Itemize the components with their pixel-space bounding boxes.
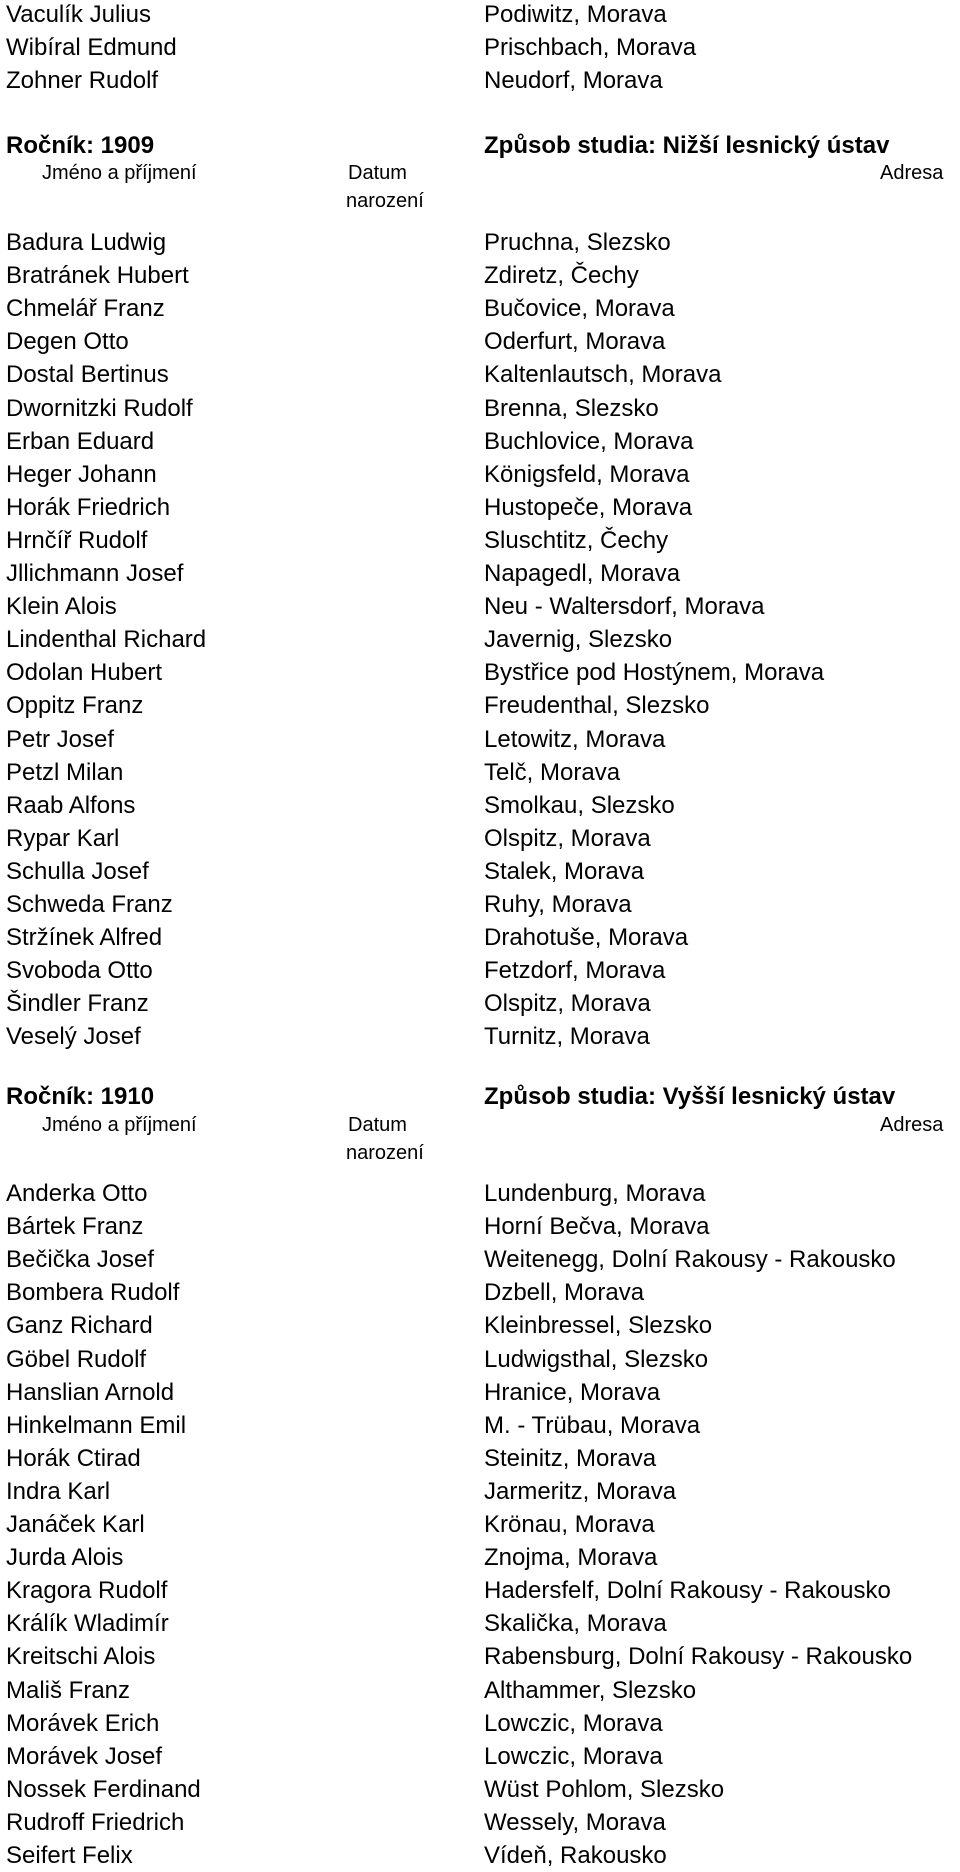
person-name: Rudroff Friedrich: [6, 1809, 185, 1836]
person-name: Horák Friedrich: [6, 494, 171, 521]
person-address: Znojma, Morava: [484, 1544, 658, 1571]
table-row: [0, 392, 960, 425]
person-address: Rabensburg, Dolní Rakousy - Rakousko: [484, 1643, 913, 1670]
table-row: [0, 1276, 960, 1309]
table-row: [0, 1376, 960, 1409]
person-address: Königsfeld, Morava: [484, 461, 690, 488]
person-address: Oderfurt, Morava: [484, 328, 666, 355]
table-row: [0, 1839, 960, 1872]
person-name: Schweda Franz: [6, 891, 173, 918]
study-method: Způsob studia: Vyšší lesnický ústav: [484, 1083, 896, 1110]
person-address: Bučovice, Morava: [484, 295, 675, 322]
person-address: Brenna, Slezsko: [484, 395, 659, 422]
person-name: Nossek Ferdinand: [6, 1776, 201, 1803]
year-label: Ročník: 1910: [6, 1083, 155, 1110]
table-row: [0, 987, 960, 1020]
person-address: Ruhy, Morava: [484, 891, 632, 918]
person-name: Králík Wladimír: [6, 1610, 169, 1637]
person-address: Jarmeritz, Morava: [484, 1478, 677, 1505]
person-address: Neudorf, Morava: [484, 67, 663, 94]
person-name: Jurda Alois: [6, 1544, 124, 1571]
table-row: [0, 855, 960, 888]
person-name: Kragora Rudolf: [6, 1577, 168, 1604]
person-address: Althammer, Slezsko: [484, 1677, 697, 1704]
table-row: [0, 524, 960, 557]
person-address: Zdiretz, Čechy: [484, 262, 639, 289]
column-header-date: Datum: [348, 162, 407, 184]
person-address: Vídeň, Rakousko: [484, 1842, 667, 1869]
person-address: Turnitz, Morava: [484, 1023, 650, 1050]
person-address: Sluschtitz, Čechy: [484, 527, 669, 554]
person-name: Klein Alois: [6, 593, 117, 620]
table-row: [0, 1343, 960, 1376]
person-address: Fetzdorf, Morava: [484, 957, 666, 984]
study-method: Způsob studia: Nižší lesnický ústav: [484, 132, 890, 159]
person-name: Morávek Josef: [6, 1743, 163, 1770]
table-row: [0, 1177, 960, 1210]
table-row: [0, 1541, 960, 1574]
table-row: [0, 1309, 960, 1342]
person-name: Bombera Rudolf: [6, 1279, 180, 1306]
table-row: [0, 1707, 960, 1740]
table-row: [0, 1806, 960, 1839]
column-header-date-sub: narození: [346, 1142, 424, 1164]
person-name: Badura Ludwig: [6, 229, 167, 256]
person-name: Degen Otto: [6, 328, 129, 355]
person-address: Bystřice pod Hostýnem, Morava: [484, 659, 825, 686]
person-name: Horák Ctirad: [6, 1445, 141, 1472]
person-name: Stržínek Alfred: [6, 924, 163, 951]
table-row: [0, 226, 960, 259]
column-header-date-sub: narození: [346, 190, 424, 212]
table-row: [0, 822, 960, 855]
person-address: Olspitz, Morava: [484, 990, 651, 1017]
person-name: Mališ Franz: [6, 1677, 131, 1704]
person-name: Indra Karl: [6, 1478, 111, 1505]
person-address: Pruchna, Slezsko: [484, 229, 671, 256]
person-name: Anderka Otto: [6, 1180, 148, 1207]
table-row: [0, 64, 960, 97]
person-name: Chmelář Franz: [6, 295, 165, 322]
person-name: Dostal Bertinus: [6, 361, 169, 388]
person-name: Heger Johann: [6, 461, 157, 488]
column-header-date: Datum: [348, 1114, 407, 1136]
person-address: Neu - Waltersdorf, Morava: [484, 593, 765, 620]
table-row: [0, 458, 960, 491]
table-row: [0, 557, 960, 590]
table-row: [0, 723, 960, 756]
person-address: Buchlovice, Morava: [484, 428, 694, 455]
column-header-address: Adresa: [880, 162, 944, 184]
table-row: [0, 1574, 960, 1607]
person-name: Schulla Josef: [6, 858, 149, 885]
table-row: [0, 1607, 960, 1640]
person-address: Wessely, Morava: [484, 1809, 666, 1836]
person-address: Kleinbressel, Slezsko: [484, 1312, 713, 1339]
person-name: Petr Josef: [6, 726, 115, 753]
table-row: [0, 1442, 960, 1475]
person-address: Dzbell, Morava: [484, 1279, 645, 1306]
table-row: [0, 623, 960, 656]
year-label: Ročník: 1909: [6, 132, 155, 159]
person-address: Ludwigsthal, Slezsko: [484, 1346, 709, 1373]
person-address: Lowczic, Morava: [484, 1710, 663, 1737]
person-name: Wibíral Edmund: [6, 34, 177, 61]
table-row: [0, 1740, 960, 1773]
table-row: [0, 1475, 960, 1508]
person-address: Kaltenlautsch, Morava: [484, 361, 722, 388]
person-address: Wüst Pohlom, Slezsko: [484, 1776, 725, 1803]
person-address: M. - Trübau, Morava: [484, 1412, 701, 1439]
table-row: [0, 491, 960, 524]
person-name: Šindler Franz: [6, 990, 149, 1017]
person-name: Ganz Richard: [6, 1312, 153, 1339]
table-row: [0, 292, 960, 325]
person-address: Steinitz, Morava: [484, 1445, 657, 1472]
person-name: Raab Alfons: [6, 792, 136, 819]
table-row: [0, 1773, 960, 1806]
table-row: [0, 954, 960, 987]
table-row: [0, 0, 960, 31]
table-row: [0, 259, 960, 292]
person-name: Göbel Rudolf: [6, 1346, 147, 1373]
person-name: Dwornitzki Rudolf: [6, 395, 193, 422]
table-row: [0, 1508, 960, 1541]
person-name: Petzl Milan: [6, 759, 124, 786]
person-address: Prischbach, Morava: [484, 34, 697, 61]
table-row: [0, 921, 960, 954]
person-name: Jllichmann Josef: [6, 560, 184, 587]
person-address: Napagedl, Morava: [484, 560, 681, 587]
person-address: Hranice, Morava: [484, 1379, 661, 1406]
column-header-name: Jméno a příjmení: [42, 162, 197, 184]
person-name: Hanslian Arnold: [6, 1379, 175, 1406]
column-header-name: Jméno a příjmení: [42, 1114, 197, 1136]
table-row: [0, 1210, 960, 1243]
person-name: Seifert Felix: [6, 1842, 133, 1869]
table-row: [0, 325, 960, 358]
person-name: Vaculík Julius: [6, 1, 151, 28]
person-address: Krönau, Morava: [484, 1511, 655, 1538]
table-row: [0, 590, 960, 623]
person-name: Svoboda Otto: [6, 957, 153, 984]
person-address: Hustopeče, Morava: [484, 494, 693, 521]
table-row: [0, 1409, 960, 1442]
table-row: [0, 789, 960, 822]
person-name: Hinkelmann Emil: [6, 1412, 187, 1439]
person-address: Stalek, Morava: [484, 858, 645, 885]
person-name: Bečička Josef: [6, 1246, 155, 1273]
person-address: Telč, Morava: [484, 759, 621, 786]
person-name: Hrnčíř Rudolf: [6, 527, 148, 554]
column-header-address: Adresa: [880, 1114, 944, 1136]
person-address: Letowitz, Morava: [484, 726, 666, 753]
person-name: Lindenthal Richard: [6, 626, 207, 653]
person-address: Smolkau, Slezsko: [484, 792, 675, 819]
person-address: Hadersfelf, Dolní Rakousy - Rakousko: [484, 1577, 891, 1604]
person-name: Bártek Franz: [6, 1213, 144, 1240]
table-row: [0, 425, 960, 458]
table-row: [0, 1020, 960, 1053]
person-address: Podiwitz, Morava: [484, 1, 667, 28]
person-name: Morávek Erich: [6, 1710, 160, 1737]
table-row: [0, 689, 960, 722]
table-row: [0, 888, 960, 921]
person-address: Olspitz, Morava: [484, 825, 651, 852]
person-name: Veselý Josef: [6, 1023, 141, 1050]
person-name: Bratránek Hubert: [6, 262, 189, 289]
person-address: Javernig, Slezsko: [484, 626, 673, 653]
person-address: Skalička, Morava: [484, 1610, 667, 1637]
person-name: Rypar Karl: [6, 825, 120, 852]
person-name: Oppitz Franz: [6, 692, 144, 719]
table-row: [0, 1674, 960, 1707]
person-address: Lundenburg, Morava: [484, 1180, 706, 1207]
person-address: Lowczic, Morava: [484, 1743, 663, 1770]
table-row: [0, 31, 960, 64]
person-address: Drahotuše, Morava: [484, 924, 689, 951]
person-address: Weitenegg, Dolní Rakousy - Rakousko: [484, 1246, 896, 1273]
person-name: Erban Eduard: [6, 428, 155, 455]
person-address: Freudenthal, Slezsko: [484, 692, 710, 719]
person-name: Zohner Rudolf: [6, 67, 159, 94]
table-row: [0, 1640, 960, 1673]
table-row: [0, 756, 960, 789]
person-name: Odolan Hubert: [6, 659, 163, 686]
person-address: Horní Bečva, Morava: [484, 1213, 710, 1240]
table-row: [0, 1243, 960, 1276]
table-row: [0, 358, 960, 391]
table-row: [0, 656, 960, 689]
person-name: Janáček Karl: [6, 1511, 145, 1538]
person-name: Kreitschi Alois: [6, 1643, 156, 1670]
